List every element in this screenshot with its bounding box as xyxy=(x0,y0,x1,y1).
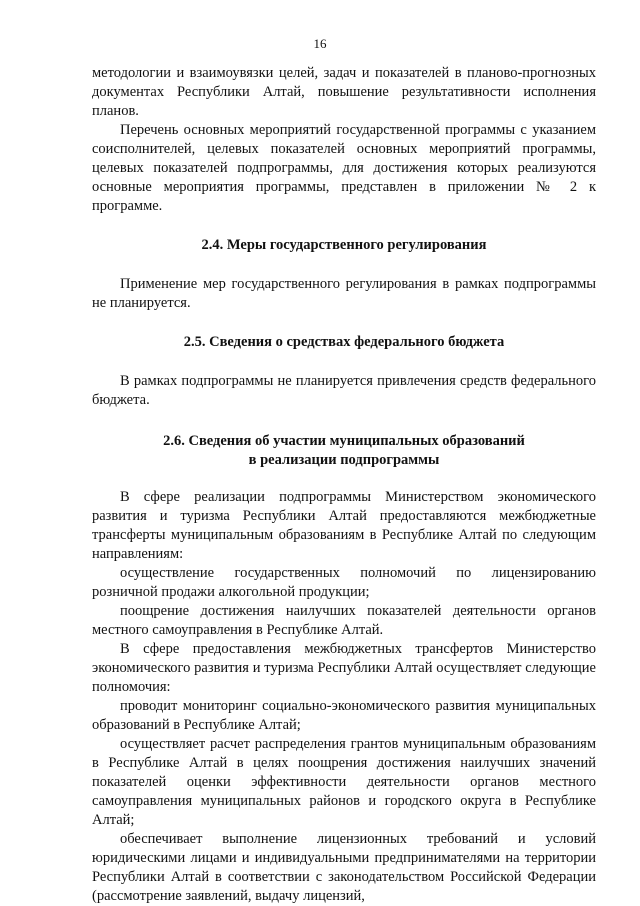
paragraph: осуществляет расчет распределения грантов муниципальным образованиям в Республике Алтай в целях поощрения достижения наилучших значений показателей оценки эффективности деятельности органов местного самоуправления муниципальных районов и городского округа в Республике Алтай; xyxy=(92,736,596,828)
page-number: 16 xyxy=(313,36,327,51)
paragraph: Перечень основных мероприятий государственной программы с указанием соисполнителей, целевых показателей основных мероприятий программы, целевых показателей подпрограммы, для достижения которых реализуются основные мероприятия программы, представлен в приложении № 2 к программе. xyxy=(92,122,596,214)
paragraph: осуществление государственных полномочий по лицензированию розничной продажи алкогольной продукции; xyxy=(92,565,596,600)
section-heading-line: 2.6. Сведения об участии муниципальных образований xyxy=(163,433,525,449)
paragraph: В рамках подпрограммы не планируется привлечения средств федерального бюджета. xyxy=(92,373,596,408)
paragraph: В сфере реализации подпрограммы Министерством экономического развития и туризма Республики Алтай предоставляются межбюджетные трансферты муниципальным образованиям в Республике Алтай по следующим направлениям: xyxy=(92,489,596,562)
section-heading-2-4: 2.4. Меры государственного регулирования xyxy=(201,237,487,253)
section-heading-line: в реализации подпрограммы xyxy=(248,452,440,468)
section-heading-2-6 xyxy=(92,432,596,470)
document-body xyxy=(92,64,596,906)
paragraph: В сфере предоставления межбюджетных трансфертов Министерство экономического развития и туризма Республики Алтай осуществляет следующие полномочия: xyxy=(92,641,596,695)
section-heading-2-5: 2.5. Сведения о средствах федерального бюджета xyxy=(183,334,505,350)
paragraph: обеспечивает выполнение лицензионных требований и условий юридическими лицами и индивидуальными предпринимателями на территории Республики Алтай в соответствии с законодательством Российской Федерации (рассмотрение заявлений, выдачу лицензий, xyxy=(92,831,596,904)
paragraph: методологии и взаимоувязки целей, задач и показателей в планово-прогнозных документах Республики Алтай, повышение результативности исполнения планов. xyxy=(92,65,596,119)
paragraph: Применение мер государственного регулирования в рамках подпрограммы не планируется. xyxy=(92,276,596,311)
paragraph: поощрение достижения наилучших показателей деятельности органов местного самоуправления в Республике Алтай. xyxy=(92,603,596,638)
paragraph: проводит мониторинг социально-экономического развития муниципальных образований в Республике Алтай; xyxy=(92,698,596,733)
